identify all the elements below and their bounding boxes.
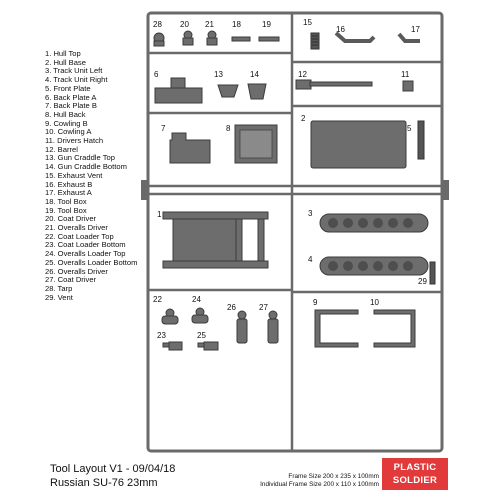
part-number: 22 xyxy=(153,295,162,304)
parts-legend-item: 8. Hull Back xyxy=(45,109,86,119)
parts-legend-item: 25. Overalls Loader Bottom xyxy=(45,257,138,267)
part-28-tarp xyxy=(154,33,164,46)
part-number: 26 xyxy=(227,303,236,312)
parts-legend-item: 19. Tool Box xyxy=(45,205,87,215)
part-number: 4 xyxy=(308,255,313,264)
part-number: 23 xyxy=(157,331,166,340)
parts-legend-item: 24. Overalls Loader Top xyxy=(45,249,126,259)
parts-legend-item: 26. Overalls Driver xyxy=(45,266,108,276)
part-5-front-plate xyxy=(418,121,424,159)
part-number: 27 xyxy=(259,303,268,312)
part-number: 13 xyxy=(214,70,223,79)
layout-title-block xyxy=(50,462,175,490)
part-number: 3 xyxy=(308,209,313,218)
parts-legend-item: 15. Exhaust Vent xyxy=(45,170,103,180)
parts-legend-item: 20. Coat Driver xyxy=(45,214,97,224)
part-number: 10 xyxy=(370,298,379,307)
part-25-overalls-loader-bottom xyxy=(198,342,218,350)
parts-legend-item: 9. Cowling B xyxy=(45,118,88,128)
sprue-tab-left xyxy=(141,180,149,200)
part-number: 14 xyxy=(250,70,259,79)
parts-legend-item: 28. Tarp xyxy=(45,283,73,293)
part-11-drivers-hatch xyxy=(403,81,413,91)
parts-legend-item: 27. Coat Driver xyxy=(45,275,97,285)
part-4-track-unit-right xyxy=(320,257,428,275)
part-29-vent xyxy=(430,262,435,284)
parts-legend-item: 13. Gun Craddle Top xyxy=(45,153,115,163)
part-26-overalls-driver xyxy=(237,311,247,343)
parts-legend-item: 2. Hull Base xyxy=(45,57,86,67)
part-19-tool-box xyxy=(259,37,279,41)
logo-line-1: PLASTIC xyxy=(393,462,437,473)
parts-legend-item: 18. Tool Box xyxy=(45,196,87,206)
part-number: 20 xyxy=(180,20,189,29)
part-14-gun-craddle-bottom xyxy=(248,84,266,99)
part-10-cowling-a xyxy=(374,310,415,347)
parts-legend-item: 6. Back Plate A xyxy=(45,92,97,102)
parts-legend-item: 10. Cowling A xyxy=(45,127,92,137)
frame-size: Frame Size 200 x 235 x 100mm xyxy=(288,473,379,480)
parts-legend-item: 4. Track Unit Right xyxy=(45,75,108,85)
parts-legend-item: 23. Coat Loader Bottom xyxy=(45,240,126,250)
part-9-cowling-b xyxy=(315,310,358,347)
part-1-hull-top xyxy=(163,212,268,268)
part-21-overalls-driver xyxy=(207,31,217,45)
parts-legend-item: 5. Front Plate xyxy=(45,83,91,93)
part-3-track-unit-left xyxy=(320,214,428,232)
part-18-tool-box xyxy=(232,37,250,41)
parts-legend-item: 16. Exhaust B xyxy=(45,179,93,189)
parts-legend-item: 7. Back Plate B xyxy=(45,101,97,111)
part-24-overalls-loader-top xyxy=(192,308,208,323)
parts-legend-item: 1. Hull Top xyxy=(45,49,81,58)
part-2-hull-base xyxy=(311,121,406,168)
part-number: 2 xyxy=(301,114,306,123)
individual-frame-size: Individual Frame Size 200 x 110 x 100mm xyxy=(260,481,379,488)
part-13-gun-craddle-top xyxy=(218,85,238,97)
part-number: 21 xyxy=(205,20,214,29)
part-number: 18 xyxy=(232,20,241,29)
part-27-coat-driver xyxy=(268,311,278,343)
sprue-tab-right xyxy=(441,180,449,200)
part-number: 25 xyxy=(197,331,206,340)
parts-legend-item: 22. Coat Loader Top xyxy=(45,231,114,241)
part-17-exhaust-a xyxy=(399,34,420,41)
part-number: 12 xyxy=(298,70,307,79)
part-12-barrel xyxy=(296,80,372,89)
frame-size-block xyxy=(254,473,379,489)
part-number: 11 xyxy=(401,70,410,79)
parts-legend-item: 14. Gun Craddle Bottom xyxy=(45,162,127,172)
part-20-coat-driver xyxy=(183,31,193,45)
logo-line-2: SOLDIER xyxy=(392,475,438,486)
part-23-coat-loader-bottom xyxy=(163,342,182,350)
part-number: 17 xyxy=(411,25,420,34)
parts-legend-item: 17. Exhaust A xyxy=(45,188,92,198)
part-7-back-plate-b xyxy=(170,133,210,163)
parts-legend-item: 3. Track Unit Left xyxy=(45,66,103,76)
layout-version-title: Tool Layout V1 - 09/04/18 xyxy=(50,463,176,475)
part-number: 8 xyxy=(226,124,231,133)
part-number: 29 xyxy=(418,277,427,286)
model-name: Russian SU-76 23mm xyxy=(50,477,158,489)
part-8-hull-back xyxy=(235,125,277,163)
plastic-soldier-logo xyxy=(382,458,448,490)
parts-legend-item: 29. Vent xyxy=(45,292,73,302)
part-number: 24 xyxy=(192,295,201,304)
part-number: 7 xyxy=(161,124,166,133)
part-number: 19 xyxy=(262,20,271,29)
part-number: 6 xyxy=(154,70,159,79)
part-number: 16 xyxy=(336,25,345,34)
part-number: 15 xyxy=(303,18,312,27)
part-number: 1 xyxy=(157,210,162,219)
parts-legend-item: 12. Barrel xyxy=(45,144,78,154)
part-number: 9 xyxy=(313,298,318,307)
part-6-back-plate-a xyxy=(155,78,202,103)
part-16-exhaust-b xyxy=(336,33,374,41)
part-number: 5 xyxy=(407,124,412,133)
parts-legend-item: 11. Drivers Hatch xyxy=(45,136,104,146)
part-number: 28 xyxy=(153,20,162,29)
part-22-coat-loader-top xyxy=(162,309,178,324)
parts-legend-item: 21. Overalls Driver xyxy=(45,223,108,233)
part-15-exhaust-vent xyxy=(311,33,319,49)
